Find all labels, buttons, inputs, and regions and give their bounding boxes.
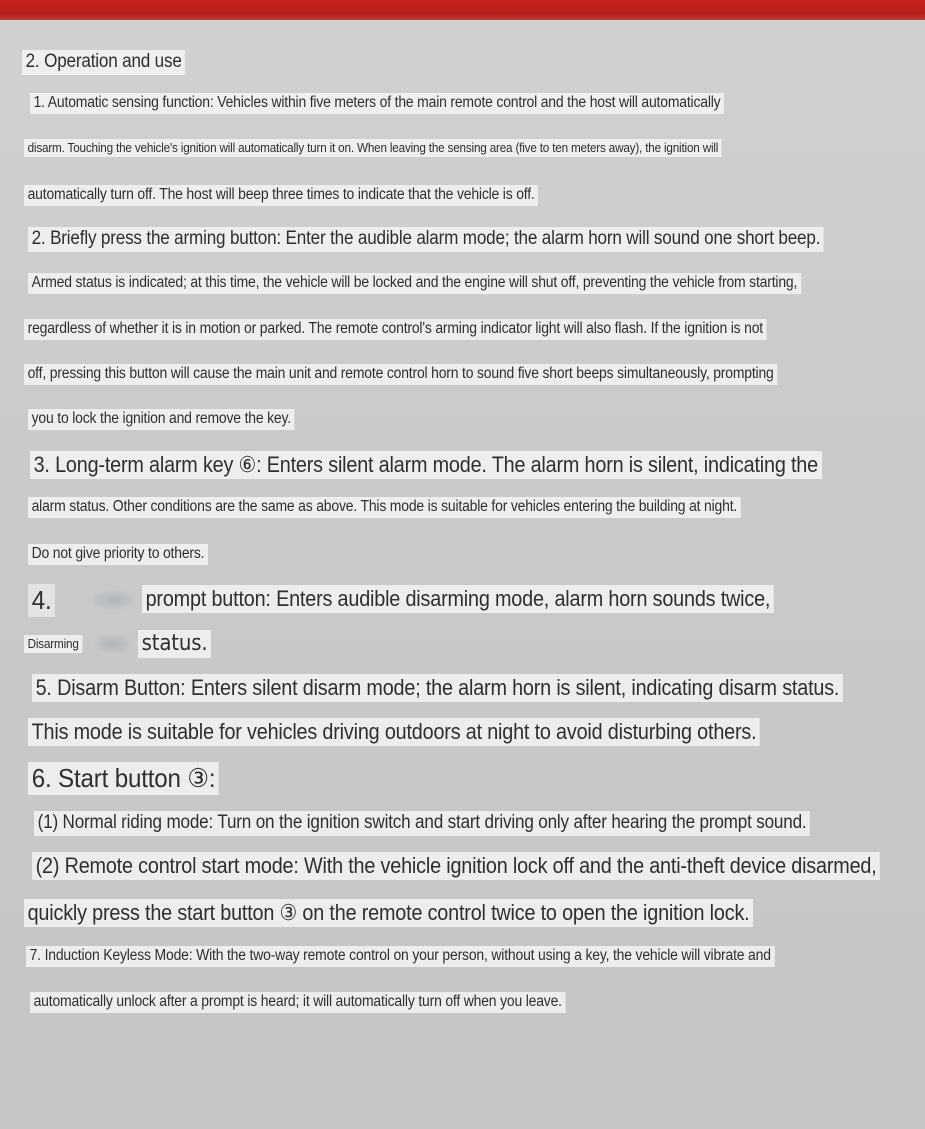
obscured-icon — [92, 633, 134, 655]
item4-line2-start: Disarming — [24, 635, 82, 653]
item1-line2: disarm. Touching the vehicle's ignition will automatically turn it on. When leaving the sensing area (five to ten meters away), the ignition will — [24, 139, 722, 157]
item1-line1: 1. Automatic sensing function: Vehicles within five meters of the main remote control and the host will automatically — [30, 93, 724, 114]
item6-line1: (1) Normal riding mode: Turn on the ignition switch and start driving only after hearing the prompt sound. — [34, 811, 810, 836]
section-title: 2. Operation and use — [22, 50, 185, 75]
item7-line1: 7. Induction Keyless Mode: With the two-way remote control on your person, without using a key, the vehicle will vibrate and — [26, 946, 774, 967]
item6-line3: quickly press the start button ③ on the remote control twice to open the ignition lock. — [24, 899, 753, 927]
item2-line3: regardless of whether it is in motion or parked. The remote control's arming indicator light will also flash. If the ignition is not — [24, 319, 767, 340]
item5-line2: This mode is suitable for vehicles driving outdoors at night to avoid disturbing others. — [28, 718, 760, 746]
item2-line4: off, pressing this button will cause the main unit and remote control horn to sound five short beeps simultaneously, prompting — [24, 364, 777, 385]
item3-line3: Do not give priority to others. — [28, 544, 208, 565]
item2-line1: 2. Briefly press the arming button: Enter the audible alarm mode; the alarm horn will sound one short beep. — [28, 227, 824, 252]
item3-line1: 3. Long-term alarm key ⑥: Enters silent alarm mode. The alarm horn is silent, indicating the — [30, 451, 822, 479]
item7-line2: automatically unlock after a prompt is heard; it will automatically turn off when you leave. — [30, 992, 565, 1013]
obscured-icon — [90, 589, 136, 611]
item4-number: 4. — [28, 584, 55, 617]
item4-line2-end: status. — [138, 630, 211, 658]
item3-line2: alarm status. Other conditions are the same as above. This mode is suitable for vehicles entering the building at night. — [28, 497, 741, 518]
item6-line2: (2) Remote control start mode: With the vehicle ignition lock off and the anti-theft device disarmed, — [32, 852, 880, 880]
item1-line3: automatically turn off. The host will beep three times to indicate that the vehicle is off. — [24, 185, 538, 206]
item5-line1: 5. Disarm Button: Enters silent disarm mode; the alarm horn is silent, indicating disarm status. — [32, 674, 843, 702]
red-header-bar — [0, 0, 925, 20]
item2-line2: Armed status is indicated; at this time, the vehicle will be locked and the engine will shut off, preventing the vehicle from starting, — [28, 273, 801, 294]
item2-line5: you to lock the ignition and remove the key. — [28, 409, 295, 430]
item6-title: 6. Start button ③: — [28, 762, 219, 795]
item4-line1: prompt button: Enters audible disarming mode, alarm horn sounds twice, — [142, 585, 774, 613]
